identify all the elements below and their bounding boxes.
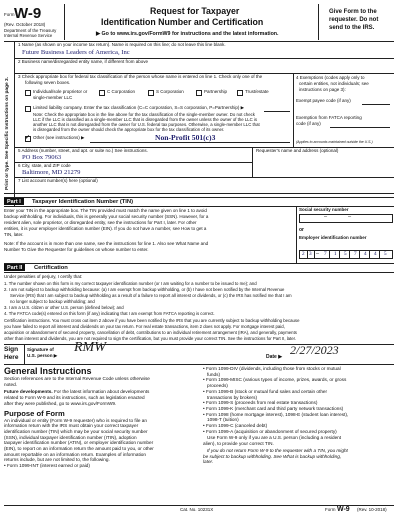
future-developments-text: For the latest information about developments: [52, 389, 150, 395]
individual-option-label: Individual/sole proprietor or: [33, 89, 88, 94]
part1-text-line5: TIN, later.: [4, 232, 24, 237]
general-instructions-title: General Instructions: [4, 366, 92, 376]
part1-note-line2: Number To Give the Requester for guidelines on whose number to enter.: [4, 247, 149, 252]
address-value[interactable]: PO Box 79063: [22, 154, 62, 161]
cert-instructions-line3: acquisition or abandonment of secured property, cancellation of debt, contributions to an individual retirement arrangement (IRA), and generally, payments: [4, 330, 297, 335]
cert-item-2-cont2: no longer subject to backup withholding; and: [10, 299, 95, 304]
return-item: • Form 1099-A (acquisition or abandonment of secured property): [203, 428, 337, 434]
part1-text-line3: resident alien, sole proprietor, or disregarded entity, see the instructions for Part I, later. For other: [4, 220, 197, 225]
ein-digit: 4: [362, 251, 370, 258]
ein-digit: 3: [307, 251, 315, 258]
give-form-line3: send to the IRS.: [329, 25, 375, 31]
part1-note-line1: Note: If the account is in more than one name, see the instructions for line 1. Also see What Name and: [4, 241, 209, 246]
future-developments-line3: after they were published, go to www.irs.gov/FormW9.: [4, 400, 117, 406]
c-corporation-label: C Corporation: [107, 89, 136, 94]
section-references-line1: Section references are to the Internal Revenue Code unless otherwise: [4, 376, 150, 381]
cert-instructions-line2: you have failed to report all interest and dividends on your tax return. For real estate transactions, item 2 does not apply. For mortgage interest paid,: [4, 324, 285, 329]
ssn-dash-2: –: [348, 214, 352, 220]
fatca-code-field[interactable]: [330, 127, 390, 128]
give-form-line1: Give Form to the: [329, 9, 377, 15]
cert-instructions-line4: other than interest and dividends, you are not required to sign the certification, but you must provide your correct TIN. See the instructions for Part II, later.: [4, 336, 297, 341]
return-item: • Form 1098 (home mortgage interest), 1098-E (student loan interest),: [203, 411, 349, 417]
part2-title: Certification: [34, 265, 68, 271]
individual-option-label-cont: single-member LLC: [33, 95, 73, 100]
line1-label: 1 Name (as shown on your income tax return). Name is required on this line; do not leave this line blank.: [18, 42, 226, 47]
cert-instructions-line1: Certification instructions. You must cross out item 2 above if you have been notified by the IRS that you are currently subject to backup withholding because: [4, 318, 300, 323]
ein-digit: 5: [342, 251, 350, 258]
backup-note-line3: later.: [203, 459, 214, 465]
ein-digit: 2: [300, 251, 308, 258]
s-corporation-checkbox[interactable]: [148, 90, 154, 96]
catalog-number: Cat. No. 10231X: [180, 507, 214, 512]
cert-item-2: 2. I am not subject to backup withholding because: (a) I am exempt from backup withholding, or (b) I have not been notified by the Internal Revenue: [4, 287, 285, 292]
ssn-field[interactable]: [299, 214, 393, 223]
ein-dash: –: [316, 251, 320, 257]
form-title-line2: Identification Number and Certification: [101, 17, 264, 27]
line5-label: 5 Address (number, street, and apt. or suite no.) See instructions.: [18, 148, 148, 153]
information-returns-column: [203, 366, 395, 465]
sign-label: Sign: [4, 346, 19, 353]
return-item: • Form 1099-K (merchant card and third party network transactions): [203, 405, 344, 411]
form-number: W-9: [14, 5, 42, 22]
ssn-label: Social security number: [299, 207, 349, 212]
future-developments-line2: related to Form W-9 and its instructions, such as legislation enacted: [4, 395, 145, 401]
ein-digit: 1: [332, 251, 340, 258]
line3-label-cont: following seven boxes.: [25, 80, 71, 85]
exempt-payee-field[interactable]: [362, 104, 390, 105]
other-classification-value[interactable]: Non-Profit 501(c)3: [155, 133, 216, 142]
llc-classification-field[interactable]: [264, 111, 290, 112]
partnership-label: Partnership: [204, 89, 228, 94]
general-instructions-column: [4, 366, 194, 469]
cert-item-4: 4. The FATCA code(s) entered on this form (if any) indicating that I am exempt from FATCA reporting is correct.: [4, 311, 215, 316]
ein-digit: 7: [352, 251, 360, 258]
line3-label: 3 Check appropriate box for federal tax classification of the person whose name is entered on line 1. Check only one of the: [18, 74, 263, 79]
form-title-line1: Request for Taxpayer: [150, 6, 240, 16]
date-label: Date ▶: [266, 354, 283, 360]
line2-label: 2 Business name/disregarded entity name, if different from above: [18, 59, 148, 64]
purpose-line3: identification number (TIN) which may be your social security number: [4, 428, 148, 434]
exemptions-title-cont2: instructions on page 3):: [299, 87, 346, 92]
part1-text-line4: entities, it is your employer identification number (EIN). If you do not have a number, see How to get a: [4, 226, 207, 231]
future-developments-heading: Future developments.: [4, 389, 53, 395]
us-person-label: U.S. person ▶: [27, 353, 58, 358]
footer-form-number: W-9: [337, 506, 350, 513]
individual-checkbox[interactable]: [25, 90, 31, 96]
part1-tag: Part I: [4, 198, 24, 205]
llc-note-line1: Note: Check the appropriate box in the line above for the tax classification of the single-member owner. Do not check: [33, 112, 255, 117]
footer-revision: (Rev. 10-2018): [357, 507, 387, 512]
return-item: • Form 1099-C (canceled debt): [203, 423, 268, 429]
fatca-applies-note: (Applies to accounts maintained outside the U.S.): [296, 140, 373, 144]
ein-label: Employer identification number: [299, 235, 367, 240]
fatca-label: Exemption from FATCA reporting: [296, 115, 362, 120]
form-revision: (Rev. October 2018): [4, 22, 46, 27]
part2-intro: Under penalties of perjury, I certify that:: [4, 274, 83, 279]
exempt-payee-label: Exempt payee code (if any): [296, 98, 351, 103]
trust-estate-label: Trust/estate: [245, 89, 269, 94]
ein-digit: 5: [383, 251, 387, 257]
purpose-line5: taxpayer identification number (ATIN), or employer identification number: [4, 440, 154, 446]
trust-estate-checkbox[interactable]: [237, 90, 243, 96]
purpose-line1: An individual or entity (Form W-9 requester) who is required to file an: [4, 417, 147, 423]
ssn-dash-1: –: [324, 214, 328, 220]
purpose-line6: (EIN), to report on an information return the amount paid to you, or other: [4, 446, 154, 452]
ein-digit: 7: [322, 251, 330, 258]
give-form-line2: requester. Do not: [329, 17, 379, 23]
s-corporation-label: S Corporation: [156, 89, 184, 94]
llc-label: Limited liability company. Enter the tax classification (C=C corporation, S=S corporation, P=Partnership) ▶: [33, 105, 245, 110]
signature-value: RMW: [74, 340, 106, 355]
return-item: • Form 1099-DIV (dividends, including those from stocks or mutual: [203, 366, 341, 371]
line7-label: 7 List account number(s) here (optional): [18, 178, 98, 183]
or-label: or: [299, 227, 304, 233]
llc-note-line2: LLC if the LLC is classified as a single-member LLC that is disregarded from the owner unless the owner of the LLC is: [33, 117, 258, 122]
llc-note-line4: is disregarded from the owner should check the appropriate box for the tax classification of its owner.: [33, 127, 225, 132]
use-form-line2: alien), to provide your correct TIN.: [203, 441, 274, 447]
signature-field[interactable]: [62, 340, 242, 363]
return-item-cont: transactions by brokers): [207, 394, 258, 400]
cert-item-3: 3. I am a U.S. citizen or other U.S. person (defined below); and: [4, 305, 124, 310]
cert-item-1: 1. The number shown on this form is my correct taxpayer identification number (or I am waiting for a number to be issued to me); and: [4, 281, 257, 286]
backup-note-line1: If you do not return Form W-9 to the requester with a TIN, you might: [207, 447, 348, 453]
part2-tag: Part II: [4, 264, 25, 271]
city-state-zip-value[interactable]: Baltimore, MD 21279: [22, 169, 81, 176]
purpose-line8: returns include, but are not limited to, the following.: [4, 457, 110, 463]
part1-title: Taxpayer Identification Number (TIN): [32, 199, 134, 205]
purpose-line9: • Form 1099-INT (interest earned or paid): [4, 463, 90, 469]
return-item: • Form 1099-MISC (various types of income, prizes, awards, or gross: [203, 377, 347, 383]
return-item: • Form 1099-S (proceeds from real estate transactions): [203, 400, 318, 406]
here-label: Here: [4, 354, 19, 361]
return-item: • Form 1099-B (stock or mutual fund sales and certain other: [203, 388, 328, 394]
purpose-line4: (SSN), individual taxpayer identification number (ITIN), adoption: [4, 434, 137, 440]
purpose-line2: information return with the IRS must obtain your correct taxpayer: [4, 423, 139, 429]
llc-note-line3: another LLC that is not disregarded from the owner for U.S. federal tax purposes. Otherwise, a single-member LLC that: [33, 122, 260, 127]
part1-text-line2: backup withholding. For individuals, this is generally your social security number (SSN). However, for a: [4, 214, 209, 219]
return-item-cont: proceeds): [207, 383, 228, 389]
irs-line: Internal Revenue Service: [4, 33, 53, 38]
purpose-of-form-title: Purpose of Form: [4, 408, 65, 418]
ein-field[interactable]: [299, 250, 393, 259]
line6-label: 6 City, state, and ZIP code: [18, 163, 71, 168]
exemptions-title: 4 Exemptions (codes apply only to: [296, 75, 365, 80]
part1-text-line1: Enter your TIN in the appropriate box. The TIN provided must match the name given on line 1 to avoid: [4, 208, 207, 213]
return-item-cont: funds): [207, 371, 221, 377]
other-checkbox-checked[interactable]: [25, 136, 31, 142]
irs-website-line: ▶ Go to www.irs.gov/FormW9 for instructions and the latest information.: [96, 31, 279, 37]
fatca-label-cont: code (if any): [296, 121, 321, 126]
form-label: Form: [4, 12, 15, 17]
date-value[interactable]: 2/27/2023: [290, 343, 339, 357]
other-option-label: Other (see instructions) ▶: [33, 135, 85, 140]
use-form-line1: Use Form W-9 only if you are a U.S. person (including a resident: [207, 435, 342, 441]
llc-checkbox[interactable]: [25, 106, 31, 112]
purpose-line7: amount reportable on an information return. Examples of information: [4, 451, 147, 457]
backup-note-line2: be subject to backup withholding. See What is backup withholding,: [203, 453, 342, 459]
signature-of-label: Signature of: [27, 347, 54, 352]
partnership-checkbox[interactable]: [196, 90, 202, 96]
c-corporation-checkbox[interactable]: [99, 90, 105, 96]
return-item-cont: 1098-T (tuition): [207, 417, 239, 423]
footer-form-label: Form: [325, 507, 336, 512]
line1-name-value[interactable]: Future Business Leaders of America, Inc: [22, 49, 130, 56]
ein-digit: 4: [372, 251, 380, 258]
section-references-line2: noted.: [4, 381, 18, 387]
print-or-type-side-label: Print or type. See Specific Instructions on page 3.: [5, 76, 10, 190]
cert-item-2-cont1: Service (IRS) that I am subject to backup withholding as a result of a failure to report all interest or dividends, or (c) the IRS has notified me that I am: [10, 293, 292, 298]
department-line: Department of the Treasury: [4, 28, 57, 33]
requester-label: Requester's name and address (optional): [256, 148, 339, 153]
exemptions-title-cont1: certain entities, not individuals; see: [299, 81, 369, 86]
